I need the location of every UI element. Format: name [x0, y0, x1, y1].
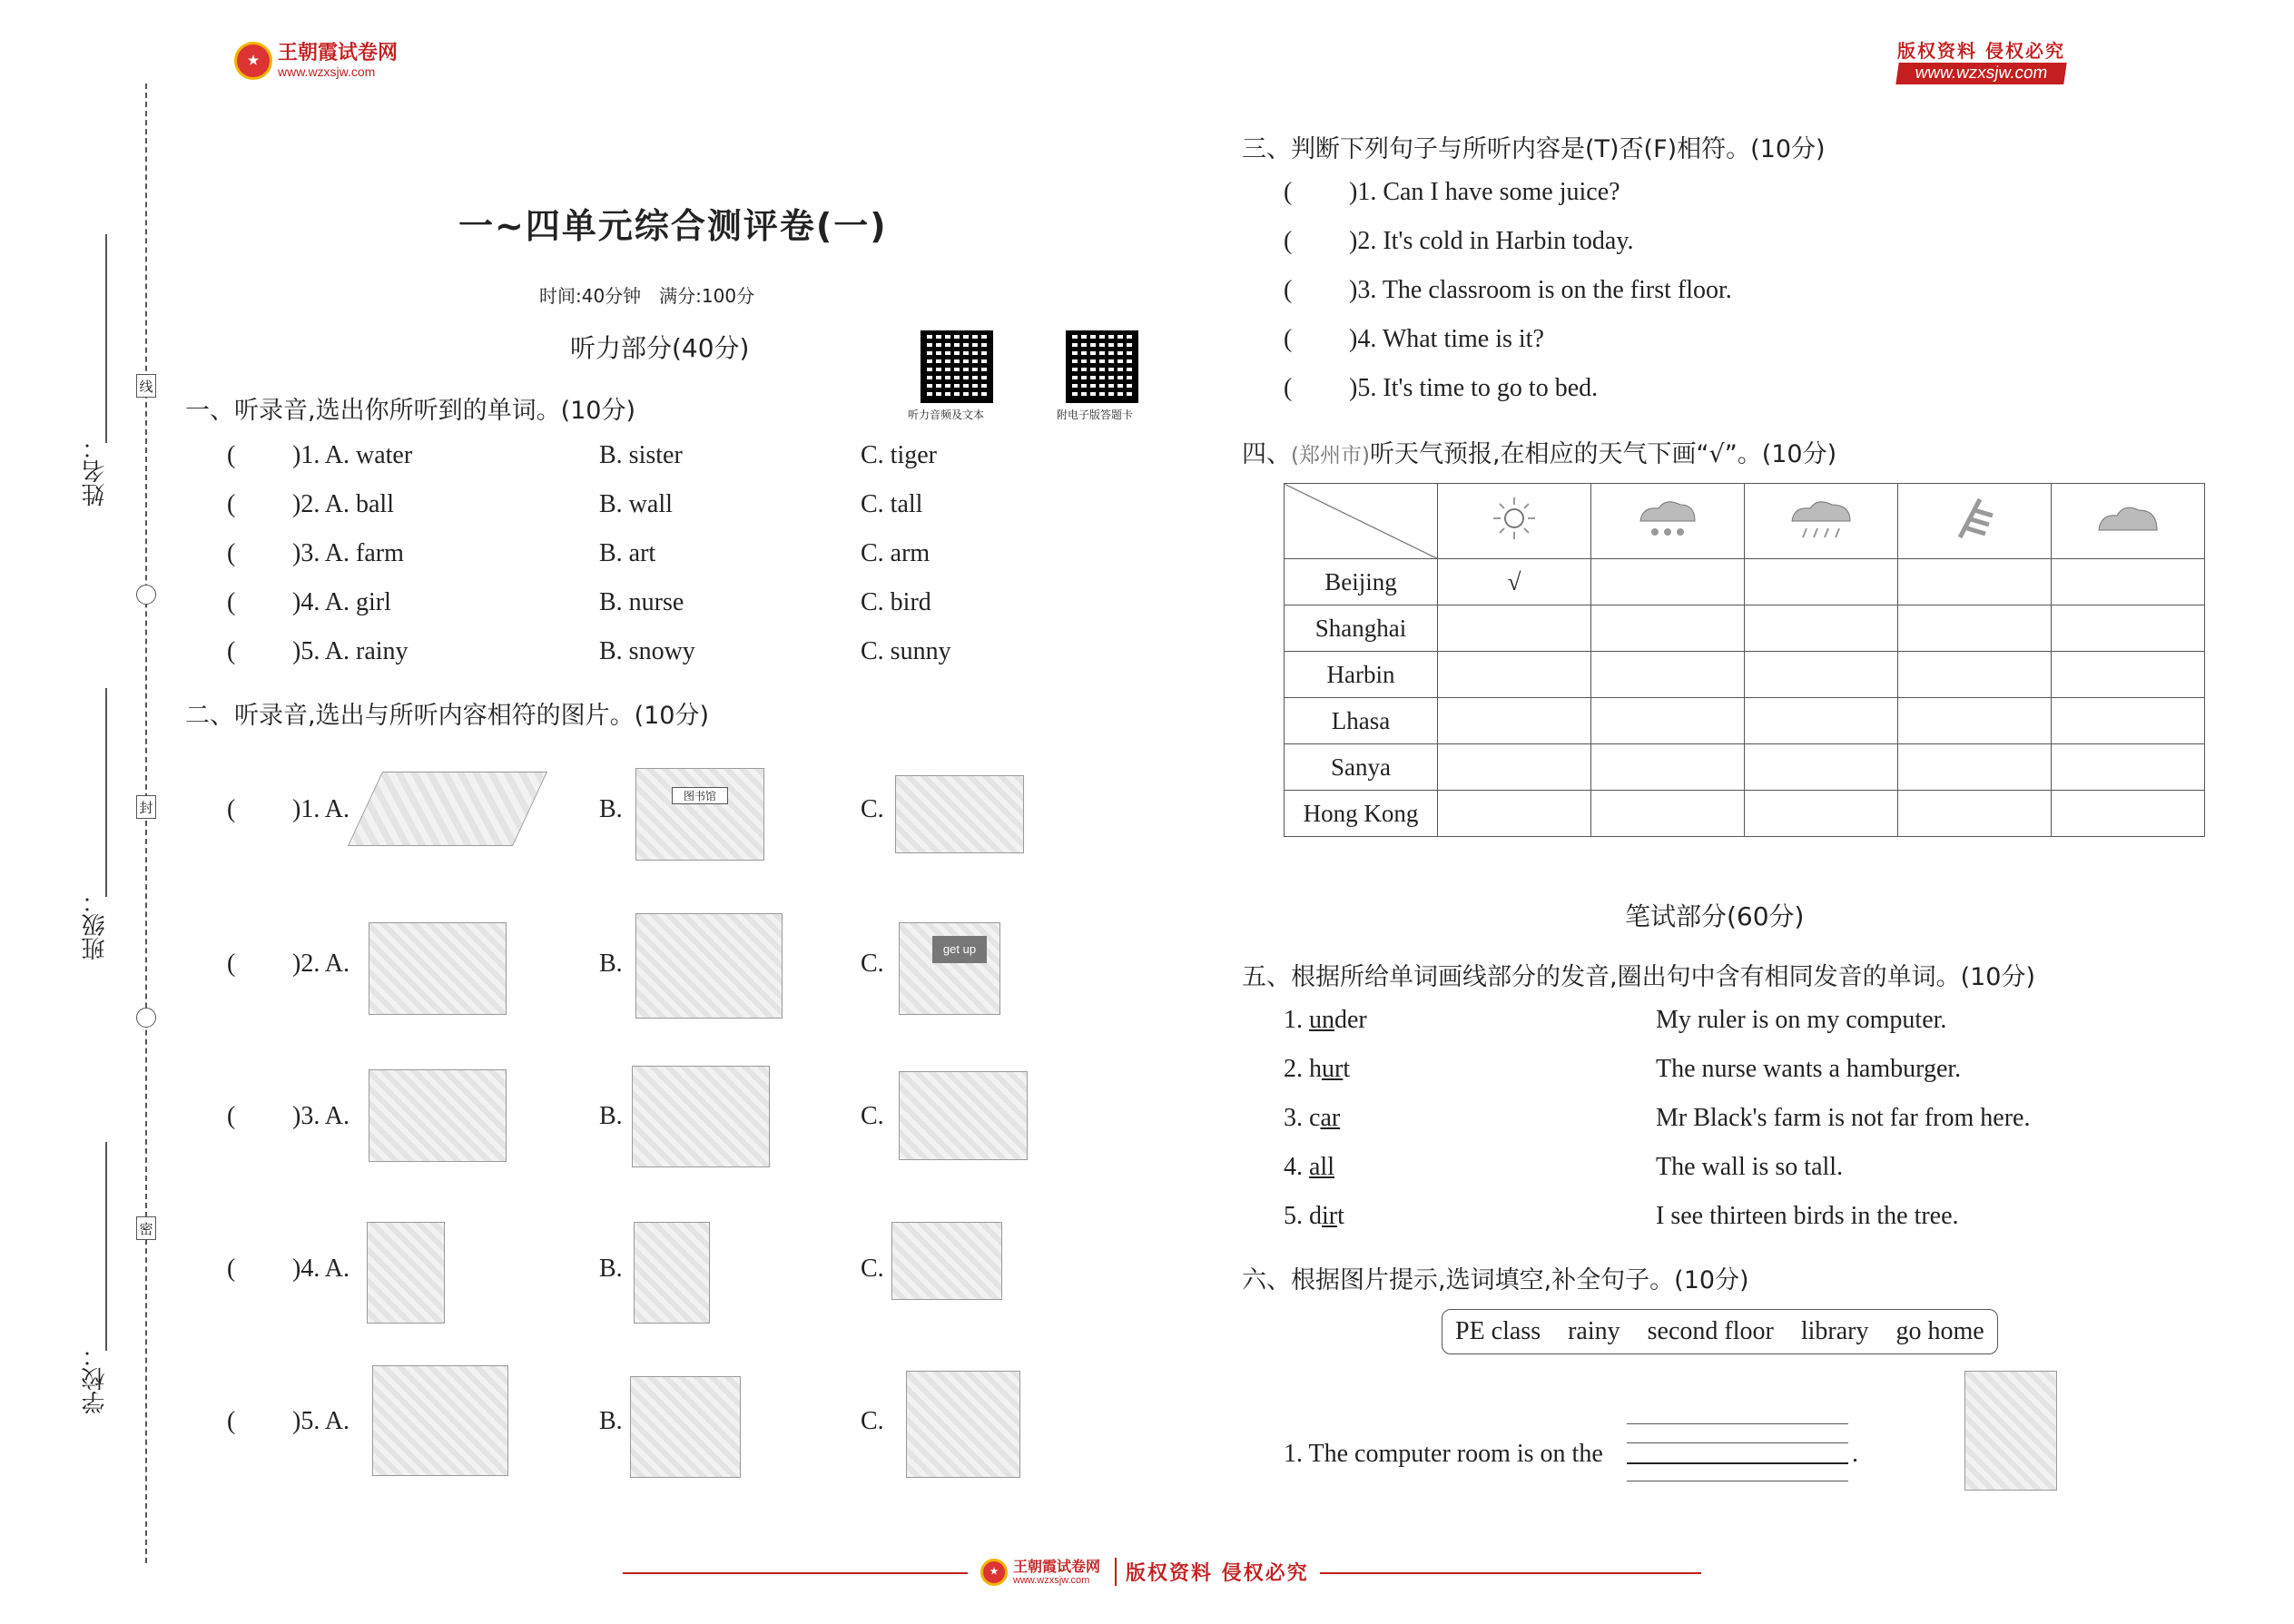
logo-name: 王朝霞试卷网	[278, 42, 399, 64]
answer-cell[interactable]	[1745, 744, 1898, 791]
corner-cell	[1285, 484, 1438, 559]
answer-cell[interactable]	[1591, 698, 1745, 744]
list-item: ( )2. It's cold in Harbin today.	[1284, 227, 1634, 255]
section5-heading: 五、根据所给单词画线部分的发音,圈出句中含有相同发音的单词。(10分)	[1242, 963, 2036, 991]
option-c: C.	[861, 795, 884, 823]
picture-bed	[906, 1371, 1020, 1478]
answer-cell[interactable]	[1745, 559, 1898, 605]
question-1: 1. The computer room is on the	[1284, 1440, 1603, 1468]
option-c: C. arm	[861, 539, 930, 567]
binding-mark-1: 线	[136, 374, 156, 398]
answer-cell[interactable]	[1438, 605, 1591, 652]
region-tag: (郑州市)	[1291, 444, 1370, 468]
picture-windy	[899, 1071, 1028, 1160]
answer-cell[interactable]	[1591, 605, 1745, 652]
answer-cell[interactable]	[1591, 791, 1745, 837]
weather-table	[1284, 483, 2205, 837]
logo-seal-icon: ★	[234, 42, 272, 80]
option-c: C.	[861, 1255, 884, 1283]
list-item: ( )5. A. rainy	[227, 637, 409, 665]
list-item: ( )4. What time is it?	[1284, 325, 1544, 353]
answer-cell[interactable]	[1438, 744, 1591, 791]
logo-left	[234, 42, 398, 80]
option-b: B.	[599, 1102, 623, 1130]
cloudy-icon	[2052, 484, 2205, 559]
page-title: 一~四单元综合测评卷(一)	[458, 206, 888, 246]
answer-cell[interactable]	[1591, 559, 1745, 605]
word-bank	[1442, 1309, 1998, 1354]
picture-computer-room-building	[1964, 1371, 2057, 1491]
list-item: ( )5. A.	[227, 1407, 350, 1435]
answer-cell[interactable]: √	[1438, 559, 1591, 605]
picture-building-floor-c	[891, 1222, 1002, 1300]
word-bank-item: go home	[1895, 1317, 1984, 1345]
city-shanghai: Shanghai	[1285, 605, 1438, 652]
city-lhasa: Lhasa	[1285, 698, 1438, 744]
picture-students-lineup	[369, 922, 507, 1015]
footer-line-right	[1320, 1572, 1701, 1574]
list-item: ( )1. A. water	[227, 441, 413, 469]
school-blank	[105, 1142, 107, 1351]
sentence: The wall is so tall.	[1656, 1153, 1844, 1181]
option-c: C.	[861, 1102, 884, 1130]
answer-cell[interactable]	[1438, 791, 1591, 837]
list-item: ( )4. A.	[227, 1255, 350, 1283]
word-bank-item: library	[1800, 1317, 1869, 1345]
name-blank	[105, 234, 107, 443]
answer-cell[interactable]	[1438, 698, 1591, 744]
section2-heading: 二、听录音,选出与所听内容相符的图片。(10分)	[185, 702, 710, 730]
rain-icon	[1745, 484, 1898, 559]
footer-logo	[980, 1558, 1309, 1586]
name-label: 姓名：	[82, 436, 109, 507]
picture-house	[372, 1365, 508, 1476]
answer-cell[interactable]	[1898, 652, 2052, 698]
list-item: ( )2. A. ball	[227, 490, 394, 518]
footer-slogan: 版权资料 侵权必究	[1115, 1558, 1309, 1586]
picture-classroom	[895, 775, 1024, 853]
list-item: ( )4. A. girl	[227, 588, 391, 616]
copyright-slogan: 版权资料 侵权必究	[1897, 40, 2065, 62]
list-item: 3. car	[1284, 1104, 1341, 1132]
list-item: 5. dirt	[1284, 1202, 1344, 1230]
city-harbin: Harbin	[1285, 652, 1438, 698]
binding-hole-1	[136, 585, 156, 605]
binding-mark-3: 密	[136, 1216, 156, 1240]
sentence: Mr Black's farm is not far from here.	[1656, 1104, 2031, 1132]
picture-building-floor-b	[634, 1222, 710, 1324]
option-b: B.	[599, 1255, 623, 1283]
list-item: 1. under	[1284, 1006, 1367, 1034]
binding-line	[145, 84, 147, 1563]
footer-url: www.wzxsjw.com	[1013, 1574, 1090, 1586]
snow-icon	[1591, 484, 1745, 559]
writing-title: 笔试部分(60分)	[1625, 901, 1805, 931]
answer-cell[interactable]	[2052, 698, 2205, 744]
option-b: B.	[599, 950, 623, 978]
answer-input[interactable]	[1627, 1462, 1848, 1464]
list-item: 2. hurt	[1284, 1055, 1351, 1083]
wind-icon	[1898, 484, 2052, 559]
picture-get-up-board	[899, 922, 1000, 1015]
answer-cell[interactable]	[1898, 744, 2052, 791]
qr-caption-answer-sheet: 附电子版答题卡	[1057, 408, 1134, 421]
section4-heading: 四、(郑州市)听天气预报,在相应的天气下画“√”。(10分)	[1242, 440, 1837, 468]
picture-snow-play	[632, 1066, 770, 1167]
picture-music-class	[635, 913, 783, 1019]
answer-cell[interactable]	[2052, 791, 2205, 837]
option-b: B.	[599, 1407, 623, 1435]
word-bank-item: second floor	[1647, 1317, 1774, 1345]
question-1-end: .	[1852, 1440, 1858, 1468]
answer-cell[interactable]	[1745, 698, 1898, 744]
answer-cell[interactable]	[2052, 559, 2205, 605]
list-item: ( )3. A. farm	[227, 539, 404, 567]
logo-url: www.wzxsjw.com	[278, 64, 376, 79]
picture-swimming	[369, 1069, 507, 1162]
answer-cell[interactable]	[1745, 605, 1898, 652]
answer-cell[interactable]	[1591, 652, 1745, 698]
binding-mark-2: 封	[136, 795, 156, 819]
school-label: 学校：	[82, 1343, 109, 1414]
answer-cell[interactable]	[1591, 744, 1745, 791]
sentence: My ruler is on my computer.	[1656, 1006, 1947, 1034]
list-item: ( )1. A.	[227, 795, 350, 823]
answer-cell[interactable]	[1898, 605, 2052, 652]
get-up-text: get up	[932, 936, 987, 963]
list-item: ( )3. A.	[227, 1102, 350, 1130]
answer-cell[interactable]	[1438, 652, 1591, 698]
picture-library	[635, 768, 764, 861]
option-b: B. wall	[599, 490, 673, 518]
footer-brand: 王朝霞试卷网	[1013, 1557, 1101, 1575]
list-item: ( )1. Can I have some juice?	[1284, 178, 1620, 206]
city-beijing: Beijing	[1285, 559, 1438, 605]
list-item: ( )5. It's time to go to bed.	[1284, 374, 1599, 402]
sentence: I see thirteen birds in the tree.	[1656, 1202, 1959, 1230]
answer-cell[interactable]	[1745, 652, 1898, 698]
word-bank-item: rainy	[1568, 1317, 1620, 1345]
class-label: 班级：	[82, 890, 109, 960]
logo-right	[1897, 36, 2065, 84]
list-item: 4. all	[1284, 1153, 1334, 1181]
footer-line-left	[623, 1572, 968, 1574]
listening-title: 听力部分(40分)	[570, 333, 750, 363]
sentence: The nurse wants a hamburger.	[1656, 1055, 1962, 1083]
option-b: B. sister	[599, 441, 683, 469]
option-b: B.	[599, 795, 623, 823]
answer-lines	[1627, 1423, 1848, 1481]
picture-playground	[348, 772, 547, 846]
library-sign: 图书馆	[672, 787, 728, 804]
list-item: ( )3. The classroom is on the first floor.	[1284, 276, 1732, 304]
option-b: B. snowy	[599, 637, 695, 665]
class-blank	[105, 688, 107, 897]
answer-cell[interactable]	[1745, 791, 1898, 837]
section6-heading: 六、根据图片提示,选词填空,补全句子。(10分)	[1242, 1266, 1749, 1294]
list-item: ( )2. A.	[227, 950, 350, 978]
section1-heading: 一、听录音,选出你所听到的单词。(10分)	[185, 397, 636, 425]
city-hong-kong: Hong Kong	[1285, 791, 1438, 837]
option-c: C. sunny	[861, 637, 951, 665]
qr-code-audio[interactable]	[921, 330, 993, 403]
qr-code-answer-sheet[interactable]	[1066, 330, 1138, 403]
option-b: B. nurse	[599, 588, 684, 616]
option-b: B. art	[599, 539, 656, 567]
answer-cell[interactable]	[2052, 605, 2205, 652]
exam-info: 时间:40分钟 满分:100分	[539, 285, 755, 307]
answer-cell[interactable]	[1898, 698, 2052, 744]
answer-cell[interactable]	[1898, 791, 2052, 837]
sunny-icon	[1438, 484, 1591, 559]
option-c: C. tiger	[861, 441, 937, 469]
option-c: C. tall	[861, 490, 923, 518]
answer-cell[interactable]	[2052, 744, 2205, 791]
city-sanya: Sanya	[1285, 744, 1438, 791]
section3-heading: 三、判断下列句子与所听内容是(T)否(F)相符。(10分)	[1242, 135, 1826, 163]
option-c: C.	[861, 950, 884, 978]
answer-cell[interactable]	[2052, 652, 2205, 698]
answer-cell[interactable]	[1898, 559, 2052, 605]
option-c: C.	[861, 1407, 884, 1435]
footer-seal-icon: ★	[980, 1559, 1008, 1586]
binding-hole-2	[136, 1008, 156, 1028]
option-c: C. bird	[861, 588, 931, 616]
copyright-url: www.wzxsjw.com	[1895, 63, 2066, 84]
picture-clock-boy	[630, 1376, 741, 1478]
qr-caption-audio: 听力音频及文本	[908, 408, 985, 421]
word-bank-item: PE class	[1455, 1317, 1541, 1345]
picture-building-floor-a	[367, 1222, 445, 1324]
